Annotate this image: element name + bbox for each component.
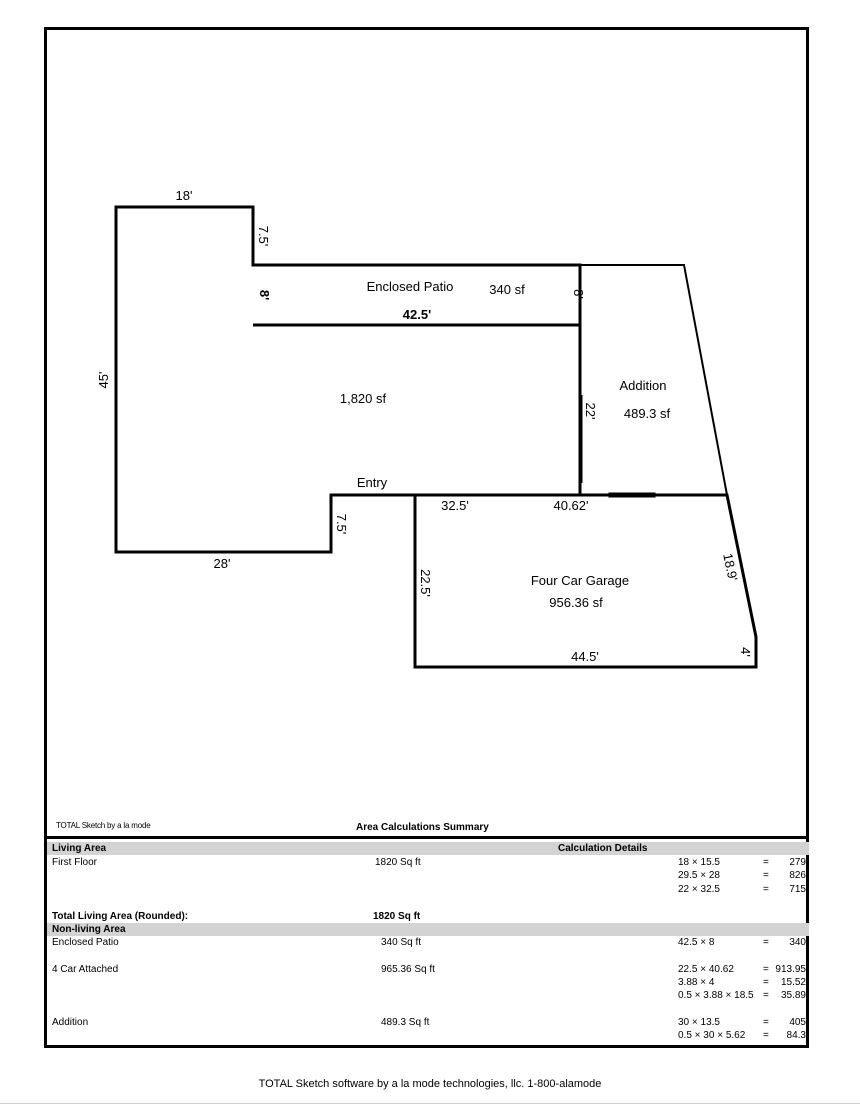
addition-value: 489.3 Sq ft bbox=[381, 1017, 430, 1028]
dim-label: 32.5' bbox=[441, 498, 469, 513]
calc-result: 35.89 bbox=[780, 990, 806, 1001]
total-living-label: Total Living Area (Rounded): bbox=[52, 911, 189, 922]
garage-label: 4 Car Attached bbox=[52, 964, 119, 975]
dim-label: 8' bbox=[257, 289, 272, 301]
calc-expr: 22 × 32.5 bbox=[678, 884, 720, 895]
calc-expr: 0.5 × 30 × 5.62 bbox=[678, 1030, 746, 1041]
calc-expr: 22.5 × 40.62 bbox=[678, 964, 734, 975]
calc-expr: 3.88 × 4 bbox=[678, 977, 715, 988]
calc-result: 340 bbox=[789, 937, 806, 948]
dim-label: 22.5' bbox=[418, 569, 433, 597]
dim-label: 42.5' bbox=[402, 307, 432, 322]
area-summary-table bbox=[47, 836, 809, 1051]
calc-expr: 30 × 13.5 bbox=[678, 1017, 720, 1028]
page-footer: TOTAL Sketch software by a la mode technologies, llc. 1-800-alamode bbox=[258, 1078, 602, 1090]
dim-label: 22' bbox=[583, 402, 598, 420]
area-size: 340 sf bbox=[489, 282, 525, 297]
calc-eq: = bbox=[763, 990, 769, 1001]
calc-result: 826 bbox=[789, 870, 806, 881]
calc-expr: 18 × 15.5 bbox=[678, 857, 720, 868]
dim-label: 8' bbox=[571, 289, 586, 299]
calc-eq: = bbox=[763, 1017, 769, 1028]
area-size: 1,820 sf bbox=[339, 391, 387, 406]
nonliving-area-band bbox=[47, 923, 809, 936]
living-area-header: Living Area bbox=[52, 843, 107, 854]
living-area-band bbox=[47, 842, 809, 855]
first-floor-label: First Floor bbox=[52, 857, 97, 868]
calc-eq: = bbox=[763, 937, 769, 948]
dim-label: 18' bbox=[175, 188, 193, 203]
page-divider bbox=[0, 1103, 860, 1104]
garage-value: 965.36 Sq ft bbox=[381, 964, 435, 975]
calc-expr: 29.5 × 28 bbox=[678, 870, 720, 881]
calc-eq: = bbox=[763, 870, 769, 881]
calc-result: 913.95 bbox=[775, 964, 806, 975]
summary-title: Area Calculations Summary bbox=[356, 822, 489, 833]
calc-expr: 42.5 × 8 bbox=[678, 937, 715, 948]
calc-result: 405 bbox=[789, 1017, 806, 1028]
dim-label: 28' bbox=[213, 556, 231, 571]
nonliving-area-header: Non-living Area bbox=[52, 924, 126, 935]
calc-eq: = bbox=[763, 977, 769, 988]
dim-label: 4' bbox=[738, 647, 753, 657]
calc-eq: = bbox=[763, 1030, 769, 1041]
dim-label: 18.9' bbox=[720, 551, 741, 583]
area-name: Four Car Garage bbox=[530, 573, 630, 588]
calc-expr: 0.5 × 3.88 × 18.5 bbox=[678, 990, 754, 1001]
area-name: Enclosed Patio bbox=[366, 279, 454, 294]
living-area-outline bbox=[116, 207, 580, 552]
dim-label: 7.5' bbox=[256, 225, 271, 247]
calc-eq: = bbox=[763, 964, 769, 975]
calc-details-header: Calculation Details bbox=[558, 843, 648, 854]
calc-result: 84.3 bbox=[786, 1030, 806, 1041]
dim-label: 7.5' bbox=[334, 513, 349, 535]
patio-label: Enclosed Patio bbox=[52, 937, 119, 948]
first-floor-value: 1820 Sq ft bbox=[375, 857, 421, 868]
dim-label: 40.62' bbox=[553, 498, 589, 513]
area-size: 489.3 sf bbox=[623, 406, 671, 421]
calc-result: 715 bbox=[789, 884, 806, 895]
calc-result: 15.52 bbox=[780, 977, 806, 988]
area-name: Addition bbox=[619, 378, 667, 393]
calc-eq: = bbox=[763, 857, 769, 868]
dim-label: 45' bbox=[96, 371, 111, 389]
total-living-value: 1820 Sq ft bbox=[373, 911, 421, 922]
area-size: 956.36 sf bbox=[549, 595, 603, 610]
addition-label: Addition bbox=[52, 1017, 89, 1028]
sketch-credit: TOTAL Sketch by a la mode bbox=[56, 821, 151, 830]
dim-label: 44.5' bbox=[571, 649, 599, 664]
entry-label: Entry bbox=[356, 475, 388, 490]
patio-value: 340 Sq ft bbox=[381, 937, 422, 948]
calc-result: 279 bbox=[789, 857, 806, 868]
calc-eq: = bbox=[763, 884, 769, 895]
